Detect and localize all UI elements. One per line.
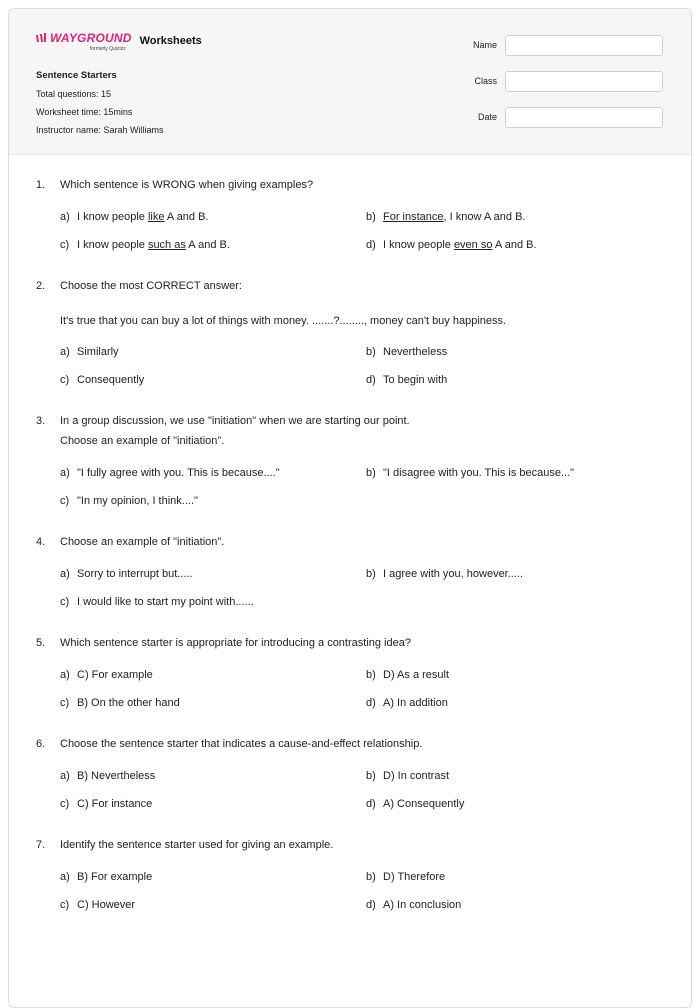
student-fields bbox=[473, 34, 663, 142]
option-text bbox=[383, 796, 464, 813]
answer-option[interactable] bbox=[60, 493, 366, 510]
answer-option[interactable] bbox=[366, 869, 646, 886]
name-field[interactable] bbox=[505, 35, 663, 56]
class-label: Class bbox=[474, 76, 497, 86]
option-text-part: I know people bbox=[77, 211, 148, 223]
question-number: 4. bbox=[36, 536, 46, 548]
option-text-part: A) In addition bbox=[383, 697, 448, 709]
answer-option[interactable] bbox=[60, 869, 366, 886]
question-text: Which sentence is WRONG when giving examples? bbox=[60, 179, 314, 191]
answer-option[interactable] bbox=[366, 372, 646, 389]
brand-logo bbox=[35, 31, 132, 52]
class-field[interactable] bbox=[505, 71, 663, 92]
total-questions: Total questions: 15 bbox=[36, 89, 112, 99]
question-number bbox=[36, 431, 60, 451]
answer-option[interactable] bbox=[60, 768, 366, 785]
answer-option[interactable] bbox=[366, 465, 646, 482]
answer-option[interactable] bbox=[366, 237, 646, 254]
question-line bbox=[36, 175, 671, 195]
option-letter: d) bbox=[366, 899, 376, 911]
option-text bbox=[77, 695, 180, 712]
option-text bbox=[383, 372, 447, 389]
option-text bbox=[383, 237, 537, 254]
question-text: Choose an example of "initiation". bbox=[60, 435, 225, 447]
name-field-row bbox=[473, 34, 663, 56]
option-text bbox=[77, 768, 155, 785]
option-text-part: "I disagree with you. This is because..." bbox=[383, 467, 575, 479]
answer-options bbox=[36, 667, 671, 712]
option-text-part: Nevertheless bbox=[383, 346, 448, 358]
option-text-part: C) For example bbox=[77, 669, 153, 681]
option-letter: b) bbox=[366, 568, 376, 580]
answer-option[interactable] bbox=[60, 237, 366, 254]
answer-option[interactable] bbox=[366, 344, 646, 361]
answer-option[interactable] bbox=[366, 209, 646, 226]
option-text bbox=[77, 372, 144, 389]
option-text-part: A and B. bbox=[492, 239, 537, 251]
option-text bbox=[383, 344, 447, 361]
worksheet bbox=[8, 8, 692, 1008]
underlined-phrase: For instance bbox=[383, 211, 444, 223]
option-letter: b) bbox=[366, 467, 376, 479]
worksheet-meta bbox=[36, 67, 164, 139]
option-text bbox=[383, 566, 523, 583]
answer-option[interactable] bbox=[60, 594, 366, 611]
answer-options bbox=[36, 566, 671, 611]
date-field-row bbox=[473, 106, 663, 128]
worksheet-header bbox=[9, 9, 691, 155]
option-letter: a) bbox=[60, 770, 70, 782]
answer-options bbox=[36, 869, 671, 914]
option-letter: c) bbox=[60, 239, 70, 251]
worksheets-label: Worksheets bbox=[139, 35, 202, 47]
option-text-part: D) Therefore bbox=[383, 871, 446, 883]
option-text-part: A and B. bbox=[164, 211, 209, 223]
question-line bbox=[36, 532, 671, 552]
option-text bbox=[383, 897, 461, 914]
brand-subtitle: formerly Quizizz bbox=[89, 46, 126, 52]
option-text-part: Sorry to interrupt but..... bbox=[77, 568, 193, 580]
option-text bbox=[77, 465, 280, 482]
question-3 bbox=[36, 411, 671, 510]
question-4 bbox=[36, 532, 671, 611]
option-text bbox=[383, 768, 449, 785]
option-text bbox=[383, 209, 525, 226]
option-text-part: B) For example bbox=[77, 871, 153, 883]
question-text: In a group discussion, we use "initiation" when we are starting our point. bbox=[60, 415, 410, 427]
question-6 bbox=[36, 734, 671, 813]
question-line bbox=[36, 276, 671, 296]
option-letter: c) bbox=[60, 495, 70, 507]
option-text-part: C) For instance bbox=[77, 798, 153, 810]
underlined-phrase: like bbox=[147, 211, 165, 223]
option-letter: d) bbox=[366, 697, 376, 709]
answer-option[interactable] bbox=[366, 897, 646, 914]
answer-option[interactable] bbox=[60, 566, 366, 583]
date-field[interactable] bbox=[505, 107, 663, 128]
answer-option[interactable] bbox=[60, 372, 366, 389]
option-letter: a) bbox=[60, 346, 70, 358]
option-letter: c) bbox=[60, 697, 70, 709]
option-letter: a) bbox=[60, 467, 70, 479]
underlined-phrase: even so bbox=[453, 239, 493, 251]
option-letter: d) bbox=[366, 239, 376, 251]
instructor-name: Instructor name: Sarah Williams bbox=[36, 125, 164, 135]
brand-mark-icon bbox=[35, 32, 47, 44]
option-text-part: B) On the other hand bbox=[77, 697, 180, 709]
question-line bbox=[36, 431, 671, 451]
option-text-part: I know people bbox=[383, 239, 454, 251]
question-number: 2. bbox=[36, 280, 46, 292]
option-letter: a) bbox=[60, 211, 70, 223]
question-list bbox=[9, 155, 691, 914]
answer-option[interactable] bbox=[60, 796, 366, 813]
option-text bbox=[77, 237, 230, 254]
option-letter: c) bbox=[60, 798, 70, 810]
option-text-part: I would like to start my point with...... bbox=[77, 596, 254, 608]
question-7 bbox=[36, 835, 671, 914]
option-text-part: A) In conclusion bbox=[383, 899, 462, 911]
option-letter: b) bbox=[366, 871, 376, 883]
answer-option[interactable] bbox=[366, 667, 646, 684]
answer-option[interactable] bbox=[366, 566, 646, 583]
question-number: 3. bbox=[36, 415, 46, 427]
question-2 bbox=[36, 276, 671, 389]
question-line bbox=[36, 411, 671, 431]
option-text-part: "In my opinion, I think...." bbox=[77, 495, 198, 507]
question-1 bbox=[36, 175, 671, 254]
option-text-part: Consequently bbox=[77, 374, 145, 386]
option-text-part: Similarly bbox=[77, 346, 119, 358]
answer-options bbox=[36, 344, 671, 389]
date-label: Date bbox=[477, 112, 497, 122]
option-text-part: D) As a result bbox=[383, 669, 450, 681]
answer-option[interactable] bbox=[60, 897, 366, 914]
question-text: Which sentence starter is appropriate for introducing a contrasting idea? bbox=[60, 637, 411, 649]
option-text-part: "I fully agree with you. This is because...." bbox=[77, 467, 280, 479]
option-text bbox=[77, 344, 119, 361]
option-text bbox=[77, 869, 152, 886]
question-prompt: It's true that you can buy a lot of things with money. .......?........, money can't buy happiness. bbox=[60, 315, 507, 327]
question-line bbox=[36, 835, 671, 855]
option-letter: a) bbox=[60, 871, 70, 883]
answer-option[interactable] bbox=[60, 209, 366, 226]
option-text-part: I know people bbox=[77, 239, 148, 251]
answer-options bbox=[36, 768, 671, 813]
option-text-part: A) Consequently bbox=[383, 798, 465, 810]
option-text bbox=[77, 566, 193, 583]
option-text-part: To begin with bbox=[383, 374, 448, 386]
question-text: Choose the sentence starter that indicates a cause-and-effect relationship. bbox=[60, 738, 423, 750]
option-text-part: C) However bbox=[77, 899, 136, 911]
option-text bbox=[383, 465, 574, 482]
option-text-part: , I know A and B. bbox=[443, 211, 526, 223]
answer-option[interactable] bbox=[60, 667, 366, 684]
answer-option[interactable] bbox=[366, 796, 646, 813]
question-text: Identify the sentence starter used for giving an example. bbox=[60, 839, 334, 851]
option-text bbox=[77, 897, 135, 914]
option-letter: c) bbox=[60, 374, 70, 386]
question-text: Choose an example of "initiation". bbox=[60, 536, 225, 548]
question-text: Choose the most CORRECT answer: bbox=[60, 280, 242, 292]
option-text bbox=[77, 796, 152, 813]
class-field-row bbox=[473, 70, 663, 92]
option-letter: b) bbox=[366, 211, 376, 223]
question-number: 7. bbox=[36, 839, 46, 851]
answer-option[interactable] bbox=[60, 695, 366, 712]
answer-option[interactable] bbox=[60, 465, 366, 482]
question-number: 5. bbox=[36, 637, 46, 649]
option-text bbox=[77, 209, 209, 226]
answer-option[interactable] bbox=[366, 768, 646, 785]
answer-option[interactable] bbox=[60, 344, 366, 361]
option-text bbox=[383, 695, 448, 712]
option-text-part: A and B. bbox=[185, 239, 230, 251]
brand-name: WAYGROUND bbox=[50, 31, 132, 45]
option-letter: c) bbox=[60, 596, 70, 608]
option-text bbox=[383, 667, 449, 684]
worksheet-time: Worksheet time: 15mins bbox=[36, 107, 133, 117]
option-letter: b) bbox=[366, 770, 376, 782]
option-text-part: D) In contrast bbox=[383, 770, 450, 782]
option-text bbox=[77, 667, 153, 684]
option-letter: a) bbox=[60, 669, 70, 681]
option-letter: b) bbox=[366, 346, 376, 358]
name-label: Name bbox=[472, 40, 497, 50]
option-letter: a) bbox=[60, 568, 70, 580]
option-letter: d) bbox=[366, 798, 376, 810]
option-letter: b) bbox=[366, 669, 376, 681]
question-number: 1. bbox=[36, 179, 46, 191]
question-5 bbox=[36, 633, 671, 712]
worksheet-title: Sentence Starters bbox=[36, 70, 117, 81]
option-text bbox=[383, 869, 445, 886]
answer-options bbox=[36, 209, 671, 254]
option-text bbox=[77, 493, 198, 510]
answer-option[interactable] bbox=[366, 695, 646, 712]
option-text-part: B) Nevertheless bbox=[77, 770, 156, 782]
option-letter: d) bbox=[366, 374, 376, 386]
logo-row bbox=[35, 31, 202, 52]
option-text-part: I agree with you, however..... bbox=[383, 568, 524, 580]
answer-options bbox=[36, 465, 671, 510]
option-text bbox=[77, 594, 254, 611]
option-letter: c) bbox=[60, 899, 70, 911]
underlined-phrase: such as bbox=[147, 239, 186, 251]
question-number: 6. bbox=[36, 738, 46, 750]
question-line bbox=[36, 633, 671, 653]
question-line bbox=[36, 734, 671, 754]
